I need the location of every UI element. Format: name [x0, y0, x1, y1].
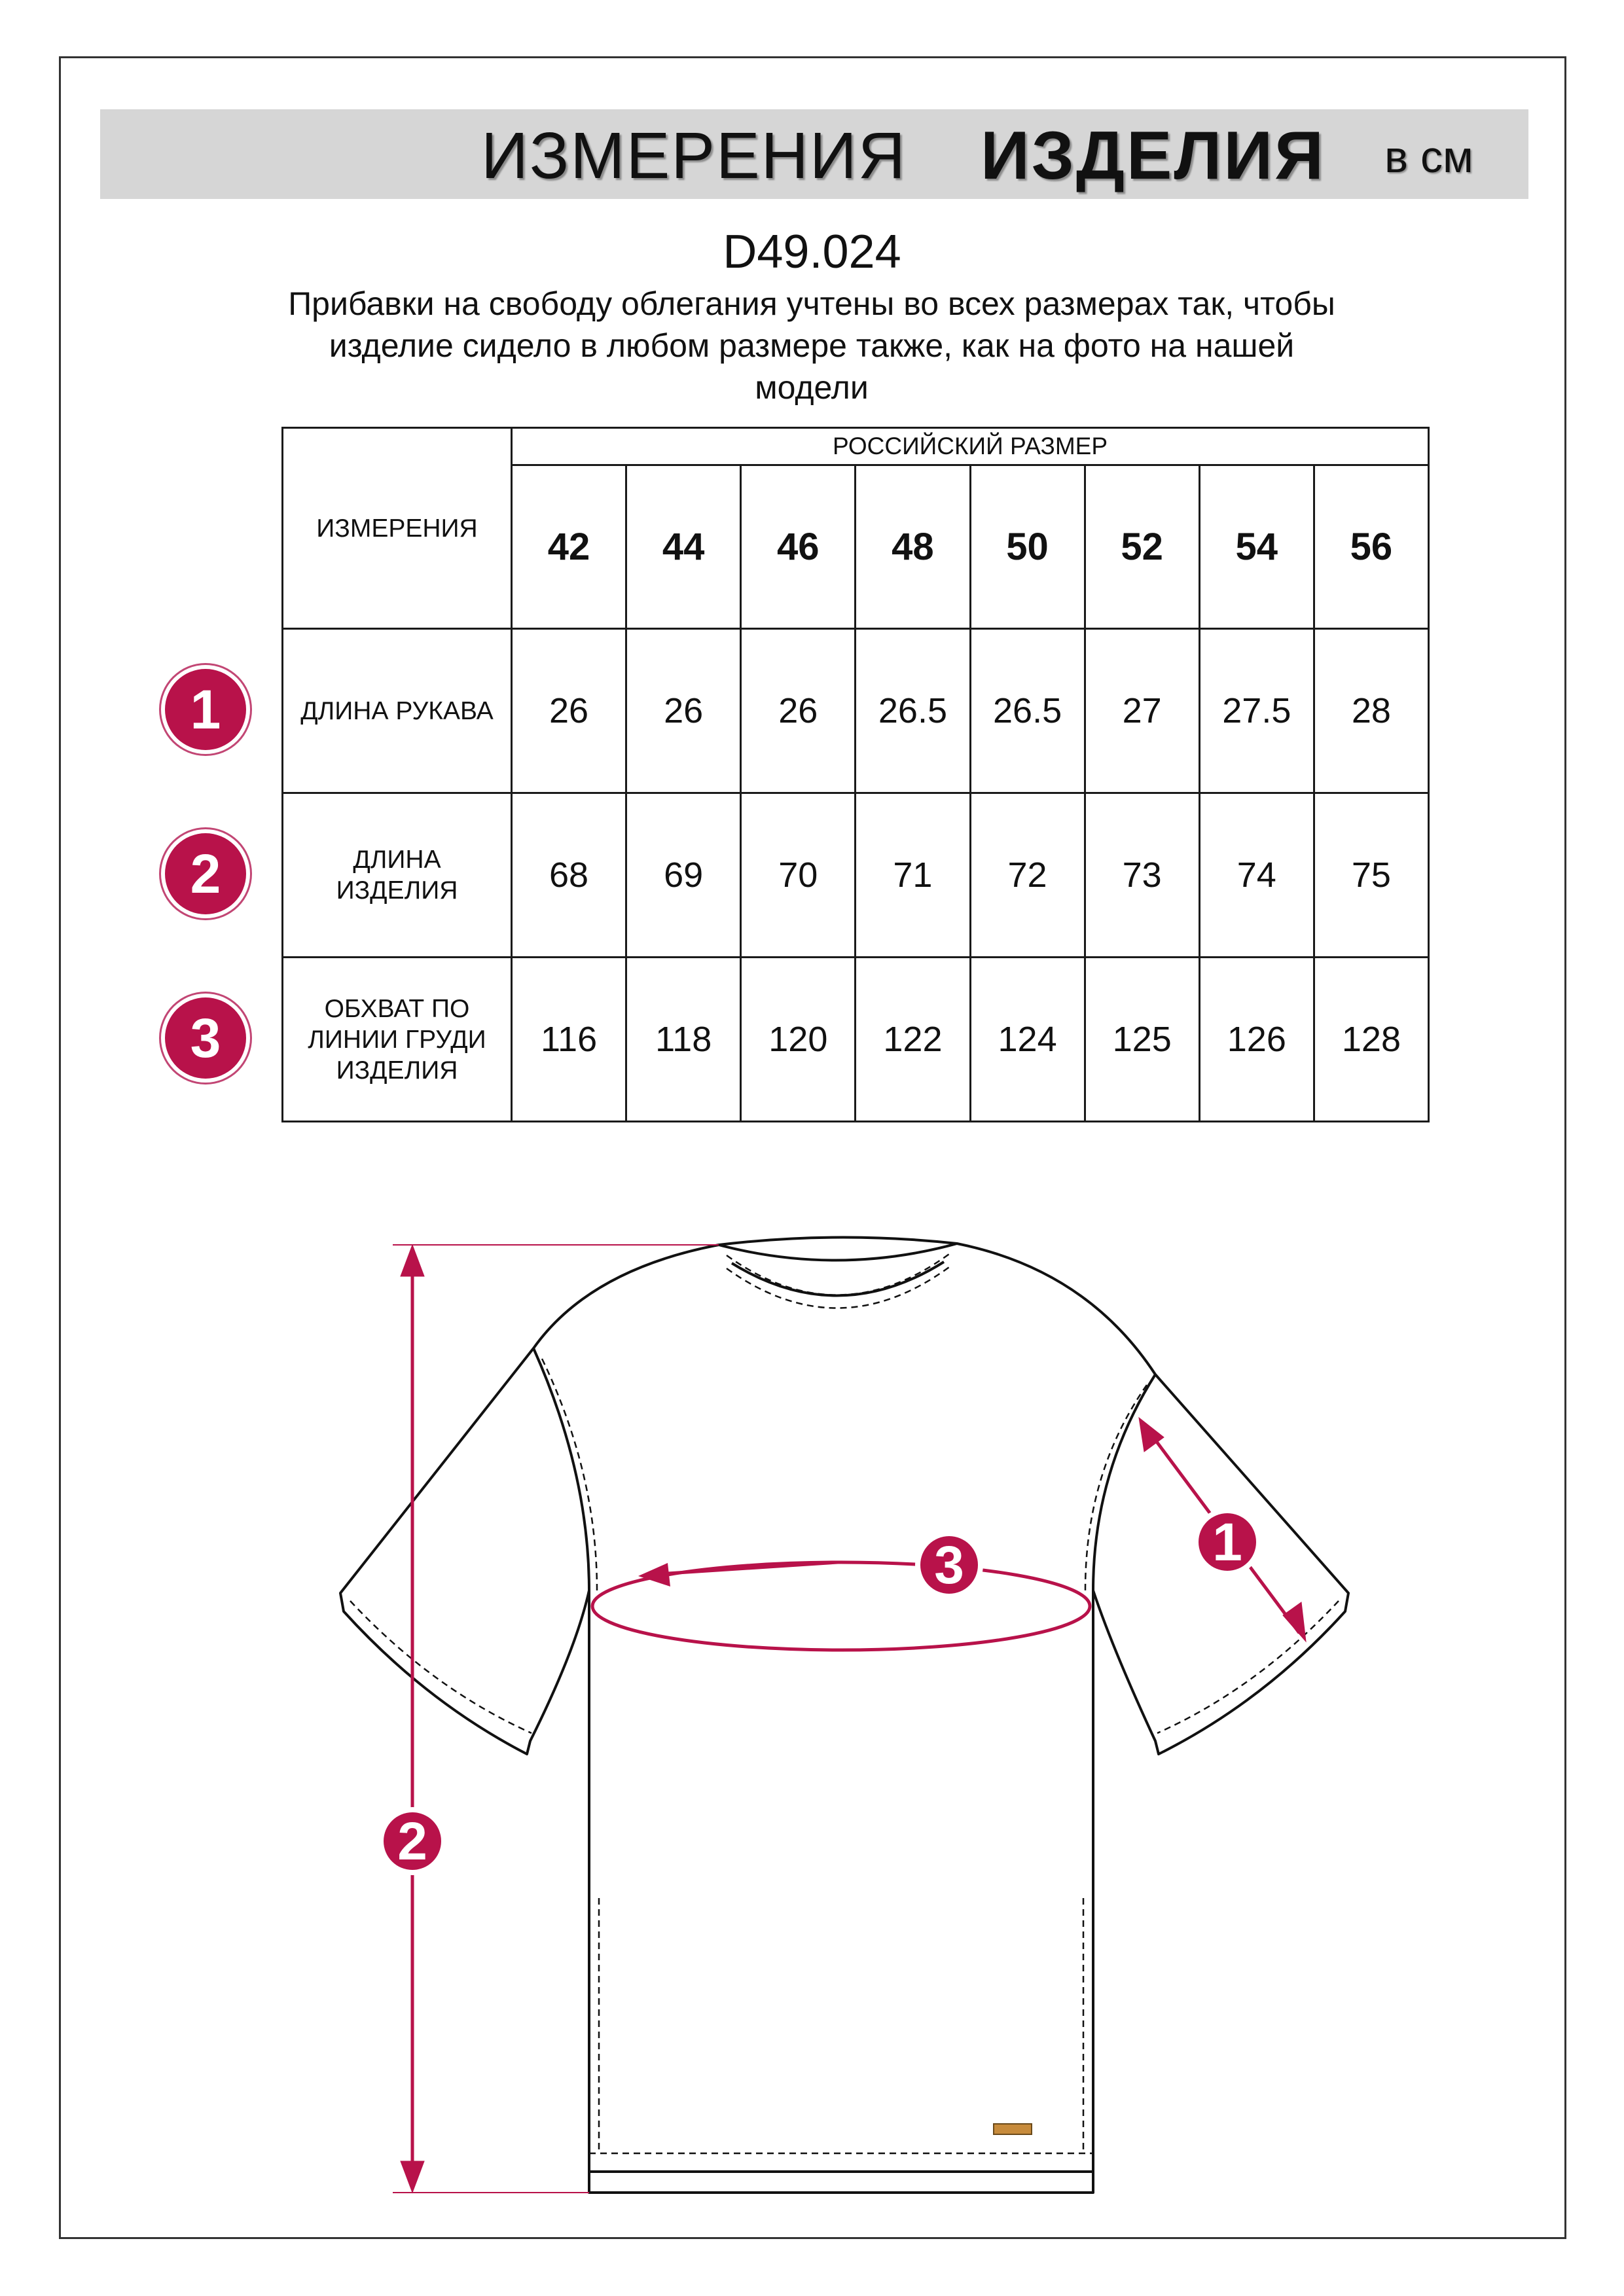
stitch-lines: [350, 1254, 1339, 2153]
row-label-line: ИЗДЕЛИЯ: [336, 876, 458, 905]
table-cell: 74: [1199, 793, 1314, 958]
row-label-line: ИЗДЕЛИЯ: [336, 1056, 458, 1085]
table-cell: 75: [1314, 793, 1428, 958]
row-label-line: ОБХВАТ ПО: [324, 994, 470, 1023]
table-cell: 71: [856, 793, 970, 958]
marker-text: 2: [397, 1812, 427, 1871]
row-marker-1: 1: [165, 669, 246, 750]
table-cell: 116: [512, 958, 626, 1122]
arrow-head-left: [638, 1563, 670, 1587]
armhole-right: [1093, 1374, 1155, 1590]
table-cell: 118: [626, 958, 741, 1122]
diagram-marker-2: [378, 1807, 446, 1875]
arrow-head-end: [1283, 1602, 1306, 1641]
size-group-label: РОССИЙСКИЙ РАЗМЕР: [512, 428, 1429, 465]
brand-label-patch: [994, 2124, 1032, 2134]
table-cell: 70: [741, 793, 856, 958]
title-measurements: ИЗМЕРЕНИЯ: [481, 119, 907, 192]
size-header: 50: [970, 465, 1085, 629]
fit-note-line: Прибавки на свободу облегания учтены во всех размерах так, чтобы: [288, 285, 1335, 322]
fit-note-line: изделие сидело в любом размере также, как на фото на нашей: [329, 327, 1295, 364]
table-cell: 122: [856, 958, 970, 1122]
product-code: D49.024: [723, 226, 901, 278]
table-cell: 27: [1085, 629, 1199, 793]
table-cell: 26: [512, 629, 626, 793]
size-header: 54: [1199, 465, 1314, 629]
table-cell: 120: [741, 958, 856, 1122]
fit-note-line: модели: [755, 369, 869, 406]
table-cell: 124: [970, 958, 1085, 1122]
neckline-front: [732, 1262, 944, 1296]
measure-garment-length: [393, 1245, 719, 2193]
table-cell: 69: [626, 793, 741, 958]
title-product: ИЗДЕЛИЯ: [981, 118, 1326, 194]
sleeve-hem-stitch-right: [1157, 1601, 1339, 1733]
size-header: 48: [856, 465, 970, 629]
row-marker-2: 2: [165, 833, 246, 914]
size-header: 44: [626, 465, 741, 629]
tshirt-body: [340, 1244, 1348, 2172]
title-unit: в см: [1384, 132, 1473, 182]
arrow-head-up: [401, 1245, 424, 1276]
row-label-line: ДЛИНА: [353, 846, 441, 874]
corner-label: ИЗМЕРЕНИЯ: [283, 428, 512, 629]
diagram-marker-3: [915, 1531, 983, 1599]
table-cell: 27.5: [1199, 629, 1314, 793]
neckline-back: [719, 1237, 957, 1245]
table-cell: 72: [970, 793, 1085, 958]
table-cell: 126: [1199, 958, 1314, 1122]
table-cell: 26: [741, 629, 856, 793]
sleeve-hem-stitch-left: [350, 1601, 532, 1733]
size-header: 56: [1314, 465, 1428, 629]
table-cell: 73: [1085, 793, 1199, 958]
table-cell: 26: [626, 629, 741, 793]
size-header: 42: [512, 465, 626, 629]
size-header: 46: [741, 465, 856, 629]
tshirt-outline: [340, 1237, 1348, 2193]
neck-stitch: [727, 1267, 949, 1308]
row-label-line: ЛИНИИ ГРУДИ: [308, 1025, 486, 1054]
table-cell: 128: [1314, 958, 1428, 1122]
size-header: 52: [1085, 465, 1199, 629]
hem-band: [589, 2172, 1093, 2193]
table-cell: 68: [512, 793, 626, 958]
arrow-head-down: [401, 2161, 424, 2193]
table-cell: 26.5: [970, 629, 1085, 793]
diagram-marker-1: [1193, 1508, 1261, 1576]
table-cell: 28: [1314, 629, 1428, 793]
table-cell: 26.5: [856, 629, 970, 793]
row-marker-3: 3: [165, 997, 246, 1079]
table-cell: 125: [1085, 958, 1199, 1122]
marker-text: 1: [1212, 1513, 1242, 1572]
marker-text: 3: [934, 1535, 964, 1595]
measure-chest-girth: [592, 1562, 1090, 1650]
armhole-left: [533, 1348, 589, 1590]
row-label-line: ДЛИНА РУКАВА: [300, 696, 494, 725]
